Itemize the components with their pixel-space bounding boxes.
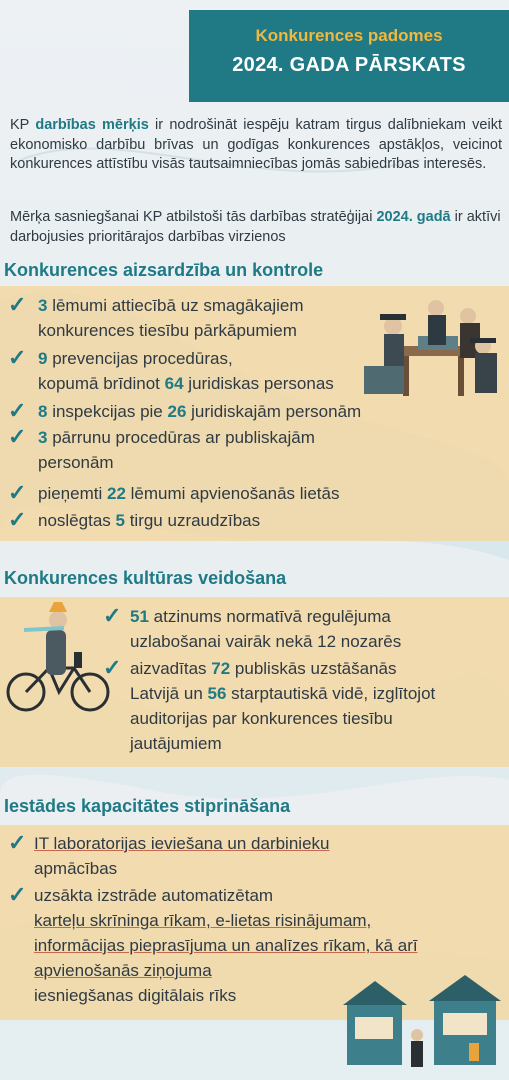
list-item	[34, 831, 434, 881]
check-icon: ✓	[8, 830, 27, 855]
item-text-2: uzlabošanai vairāk nekā 12 nozarēs	[130, 632, 402, 651]
item-text-2: Latvijā un	[130, 684, 208, 703]
item-number: 3	[38, 296, 48, 315]
item-text-2: personām	[38, 453, 114, 472]
item-text-2: apmācības	[34, 859, 118, 878]
intro2-end: ir aktīvi darbojusies prioritārajos darbības virzienos	[10, 209, 501, 245]
item-text: prevencijas procedūras,	[47, 349, 233, 368]
header-title: 2024. GADA PĀRSKATS	[232, 54, 466, 76]
cyclist-illustration	[4, 590, 114, 720]
list-item	[38, 293, 368, 343]
item-text: pārrunu procedūras ar publiskajām	[47, 428, 315, 447]
item-number: 3	[38, 428, 48, 447]
section2-title: Konkurences kultūras veidošana	[4, 568, 287, 588]
check-icon: ✓	[8, 424, 27, 449]
item-text-3: informācijas pieprasījuma un analīzes rīkam, kā arī	[34, 936, 418, 955]
item-text-3: juridiskas personas	[183, 374, 334, 393]
section3-title: Iestādes kapacitātes stiprināšana	[4, 796, 291, 816]
header-org: Konkurences padomes	[255, 26, 443, 45]
list-item	[118, 656, 504, 756]
intro-paragraph	[10, 116, 502, 175]
item-text: uzsākta izstrāde automatizētam	[34, 886, 274, 905]
check-icon: ✓	[8, 292, 27, 317]
intro2-start: Mērķa sasniegšanai KP atbilstoši tās darbības stratēģijai	[10, 209, 377, 225]
check-icon: ✓	[8, 882, 27, 907]
list-item	[130, 604, 500, 654]
item-text: publiskās uzstāšanās	[230, 659, 397, 678]
check-icon: ✓	[8, 345, 27, 370]
stalls-illustration	[339, 965, 509, 1080]
item-number: 9	[38, 349, 48, 368]
check-icon: ✓	[103, 603, 122, 628]
item-text-2: karteļu skrīninga rīkam, e-lietas risinājumam,	[34, 911, 372, 930]
item-number: 8	[38, 402, 48, 421]
list-item	[38, 508, 458, 533]
intro-text: ir nodrošināt iespēju katram tirgus dalībniekam veikt ekonomisko darbību brīvas un godīgas konkurences apstākļos, veicinot konkurences attīstību visās tautsaimniecības jomās sabiedrības interesēs.	[10, 117, 503, 172]
item-text-4: auditorijas par konkurences tiesību	[130, 709, 393, 728]
list-item	[38, 425, 438, 475]
item-text: lēmumi attiecībā uz smagākajiem	[47, 296, 304, 315]
item-text: tirgu uzraudzības	[124, 511, 261, 530]
report-header	[189, 10, 509, 102]
item-pre: pieņemti	[38, 484, 107, 503]
item-text-2: konkurences tiesību pārkāpumiem	[38, 321, 297, 340]
list-item	[38, 399, 458, 424]
item-text-2: juridiskajām personām	[186, 402, 362, 421]
item-number-2: 64	[164, 374, 184, 393]
section1-title: Konkurences aizsardzība un kontrole	[4, 260, 324, 280]
item-text: inspekcijas pie	[47, 402, 168, 421]
intro-kp: KP	[10, 117, 30, 133]
item-text-5: jautājumiem	[130, 734, 222, 753]
item-text-2: kopumā brīdinot	[38, 374, 165, 393]
intro-bold: darbības mērķis	[35, 117, 149, 133]
intro-paragraph-2	[10, 208, 502, 247]
check-icon: ✓	[103, 655, 122, 680]
item-number-2: 56	[207, 684, 227, 703]
item-text-3: starptautiskā vidē, izglītojot	[226, 684, 436, 703]
item-text: IT laboratorijas ieviešana un darbinieku	[34, 834, 330, 853]
item-text-4: apvienošanās ziņojuma	[34, 961, 212, 980]
item-pre: aizvadītas	[130, 659, 212, 678]
item-text-5: iesniegšanas digitālais rīks	[34, 986, 237, 1005]
item-number: 5	[115, 511, 125, 530]
intro2-bold: 2024. gadā	[376, 209, 451, 225]
item-number: 22	[106, 484, 126, 503]
check-icon: ✓	[8, 480, 27, 505]
check-icon: ✓	[8, 398, 27, 423]
item-text: lēmumi apvienošanās lietās	[125, 484, 340, 503]
item-pre: noslēgtas	[38, 511, 116, 530]
item-text: atzinums normatīvā regulējuma	[148, 607, 391, 626]
list-item	[38, 481, 458, 506]
list-item	[38, 346, 398, 396]
check-icon: ✓	[8, 507, 27, 532]
item-number: 72	[211, 659, 231, 678]
item-number: 51	[130, 607, 149, 626]
item-number-2: 26	[167, 402, 187, 421]
